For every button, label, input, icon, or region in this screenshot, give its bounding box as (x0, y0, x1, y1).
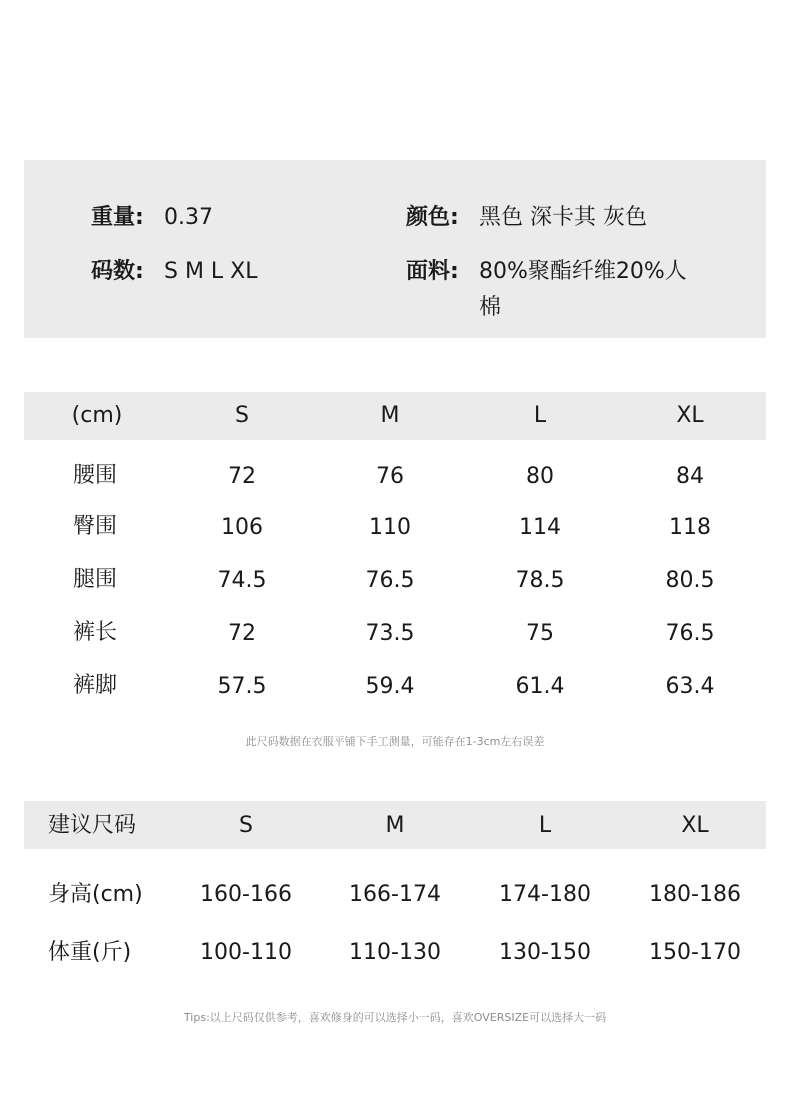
color-value: 黑色 深卡其 灰色 (479, 205, 647, 230)
size-tip: Tips:以上尺码仅供参考，喜欢修身的可以选择小一码，喜欢OVERSIZE可以选择大一码 (183, 1011, 607, 1024)
table-cell: 74.5 (217, 568, 267, 593)
table-cell: 75 (526, 621, 554, 646)
size-header-l: L (533, 403, 547, 428)
size-row-label-thigh: 腿围 (73, 567, 118, 592)
table-cell: 78.5 (515, 568, 565, 593)
color-label: 颜色: (406, 205, 459, 230)
table-cell: 76.5 (665, 621, 715, 646)
table-cell: 80 (526, 464, 554, 489)
weight-value: 0.37 (164, 205, 213, 230)
size-row-label-hip: 臀围 (73, 514, 118, 539)
table-cell: 63.4 (665, 674, 715, 699)
sizes-label: 码数: (91, 259, 144, 284)
fabric-value-line1: 80%聚酯纤维20%人 (479, 259, 687, 284)
table-cell: 73.5 (365, 621, 415, 646)
table-cell: 61.4 (515, 674, 565, 699)
recommend-header-xl: XL (681, 813, 709, 838)
table-cell: 110 (369, 515, 411, 540)
table-cell: 114 (519, 515, 561, 540)
table-cell: 80.5 (665, 568, 715, 593)
table-cell: 57.5 (217, 674, 267, 699)
table-cell: 72 (228, 621, 256, 646)
table-cell: 76 (376, 464, 404, 489)
fabric-value-line2: 棉 (479, 295, 502, 320)
recommend-header-s: S (239, 813, 253, 838)
table-cell: 84 (676, 464, 704, 489)
table-cell: 118 (669, 515, 711, 540)
product-info-panel (24, 160, 766, 338)
weight-label: 重量: (91, 205, 144, 230)
table-cell: 110-130 (349, 940, 441, 965)
table-cell: 72 (228, 464, 256, 489)
recommend-row-label-weight: 体重(斤) (48, 940, 132, 965)
size-header-m: M (380, 403, 400, 428)
table-cell: 166-174 (349, 882, 441, 907)
recommend-row-label-height: 身高(cm) (48, 882, 143, 907)
table-cell: 150-170 (649, 940, 741, 965)
table-cell: 130-150 (499, 940, 591, 965)
size-row-label-length: 裤长 (73, 620, 118, 645)
size-header-unit: (cm) (71, 403, 123, 428)
table-cell: 174-180 (499, 882, 591, 907)
fabric-label: 面料: (406, 259, 459, 284)
table-cell: 59.4 (365, 674, 415, 699)
measurement-note: 此尺码数据在衣服平铺下手工测量，可能存在1-3cm左右误差 (245, 735, 545, 748)
size-header-xl: XL (676, 403, 704, 428)
table-cell: 100-110 (200, 940, 292, 965)
table-cell: 160-166 (200, 882, 292, 907)
recommend-header-title: 建议尺码 (48, 813, 137, 838)
recommend-header-m: M (385, 813, 405, 838)
size-row-label-waist: 腰围 (73, 463, 118, 488)
size-row-label-hem: 裤脚 (73, 673, 118, 698)
table-cell: 106 (221, 515, 263, 540)
sizes-value: S M L XL (164, 259, 258, 284)
recommend-header-l: L (538, 813, 552, 838)
size-header-s: S (235, 403, 249, 428)
table-cell: 180-186 (649, 882, 741, 907)
table-cell: 76.5 (365, 568, 415, 593)
